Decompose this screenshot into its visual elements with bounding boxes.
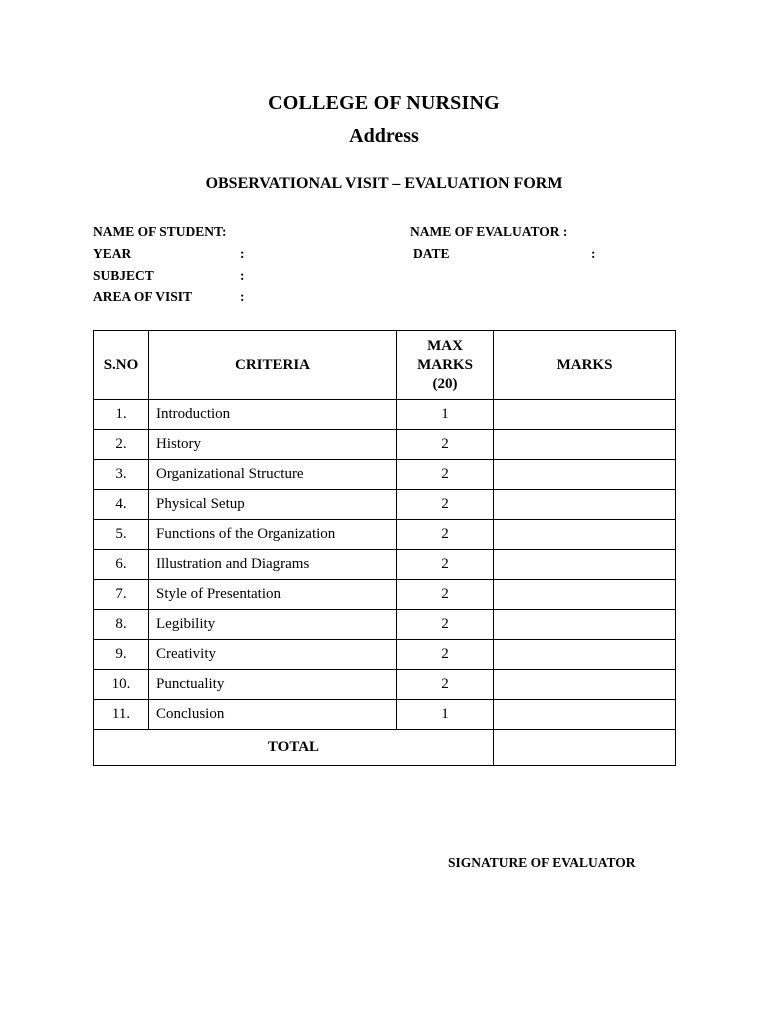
row-marks-cell[interactable] [494, 520, 676, 550]
row-marks-cell[interactable] [494, 490, 676, 520]
row-marks-cell[interactable] [494, 610, 676, 640]
row-max-marks: 2 [397, 490, 494, 520]
row-marks-cell[interactable] [494, 430, 676, 460]
row-sno: 3. [94, 460, 149, 490]
row-sno: 10. [94, 670, 149, 700]
row-max-marks: 2 [397, 640, 494, 670]
header-max-line2: MARKS [417, 356, 473, 373]
row-max-marks: 1 [397, 400, 494, 430]
year-label: YEAR [93, 246, 132, 261]
name-of-evaluator-label: NAME OF EVALUATOR : [410, 224, 568, 239]
table-row [94, 430, 676, 460]
year-colon: : [240, 246, 245, 261]
table-row [94, 550, 676, 580]
signature-of-evaluator: SIGNATURE OF EVALUATOR [448, 855, 636, 870]
table-row [94, 490, 676, 520]
evaluation-table [93, 330, 676, 766]
subject-label: SUBJECT [93, 268, 154, 283]
total-marks-cell[interactable] [494, 730, 676, 766]
row-sno: 9. [94, 640, 149, 670]
row-sno: 2. [94, 430, 149, 460]
total-label: TOTAL [94, 730, 494, 766]
area-of-visit-label: AREA OF VISIT [93, 289, 193, 304]
row-criteria: Conclusion [149, 700, 397, 730]
row-criteria: Creativity [149, 640, 397, 670]
row-sno: 11. [94, 700, 149, 730]
date-colon: : [591, 246, 596, 261]
table-row [94, 640, 676, 670]
table-row [94, 700, 676, 730]
row-max-marks: 2 [397, 460, 494, 490]
total-row [94, 730, 676, 766]
row-max-marks: 2 [397, 520, 494, 550]
header-criteria: CRITERIA [149, 331, 397, 400]
row-criteria: Functions of the Organization [149, 520, 397, 550]
table-row [94, 610, 676, 640]
row-criteria: Legibility [149, 610, 397, 640]
row-marks-cell[interactable] [494, 550, 676, 580]
row-criteria: History [149, 430, 397, 460]
row-sno: 7. [94, 580, 149, 610]
row-marks-cell[interactable] [494, 400, 676, 430]
row-sno: 1. [94, 400, 149, 430]
header-max-line1: MAX [427, 337, 463, 354]
table-row [94, 460, 676, 490]
header-max-line3: (20) [432, 375, 458, 392]
row-sno: 6. [94, 550, 149, 580]
header-max-marks [397, 331, 494, 400]
table-header-row [94, 331, 676, 400]
row-marks-cell[interactable] [494, 580, 676, 610]
row-criteria: Style of Presentation [149, 580, 397, 610]
date-label: DATE [413, 246, 450, 261]
row-criteria: Introduction [149, 400, 397, 430]
row-sno: 8. [94, 610, 149, 640]
name-of-student-label: NAME OF STUDENT: [93, 224, 227, 239]
row-marks-cell[interactable] [494, 640, 676, 670]
college-name: COLLEGE OF NURSING [268, 92, 500, 114]
row-criteria: Punctuality [149, 670, 397, 700]
row-sno: 5. [94, 520, 149, 550]
row-max-marks: 2 [397, 430, 494, 460]
table-row [94, 580, 676, 610]
row-marks-cell[interactable] [494, 670, 676, 700]
row-max-marks: 2 [397, 610, 494, 640]
header-sno: S.NO [94, 331, 149, 400]
area-of-visit-colon: : [240, 289, 245, 304]
college-address: Address [349, 125, 419, 147]
row-max-marks: 1 [397, 700, 494, 730]
row-marks-cell[interactable] [494, 700, 676, 730]
table-row [94, 670, 676, 700]
row-max-marks: 2 [397, 670, 494, 700]
table-row [94, 520, 676, 550]
row-max-marks: 2 [397, 580, 494, 610]
table-row [94, 400, 676, 430]
row-max-marks: 2 [397, 550, 494, 580]
row-marks-cell[interactable] [494, 460, 676, 490]
row-criteria: Physical Setup [149, 490, 397, 520]
row-criteria: Organizational Structure [149, 460, 397, 490]
subject-colon: : [240, 268, 245, 283]
row-criteria: Illustration and Diagrams [149, 550, 397, 580]
header-marks: MARKS [494, 331, 676, 400]
form-title: OBSERVATIONAL VISIT – EVALUATION FORM [205, 175, 563, 192]
row-sno: 4. [94, 490, 149, 520]
